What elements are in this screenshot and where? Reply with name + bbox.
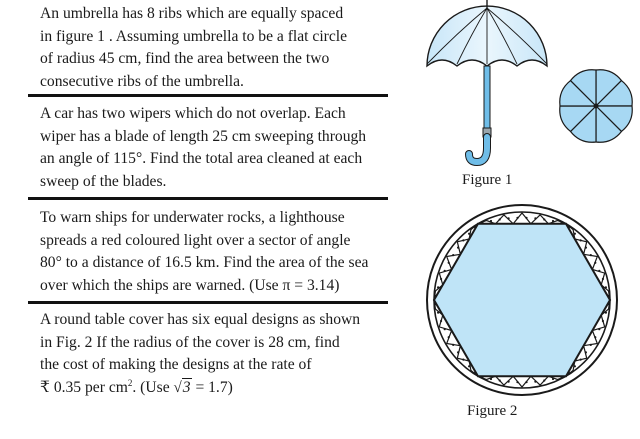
question-2-line: sweep of the blades.: [40, 172, 167, 190]
superscript: 2: [127, 377, 133, 388]
question-4-line: in Fig. 2 If the radius of the cover is 28 cm, find: [40, 333, 340, 351]
question-1-line: An umbrella has 8 ribs which are equally spaced: [40, 5, 344, 22]
cover-dot: [516, 217, 518, 219]
cover-dot: [574, 365, 576, 367]
radicand: 3: [182, 378, 191, 396]
question-4-line: A round table cover has six equal designs as shown: [40, 311, 361, 328]
question-2-line: A car has two wipers which do not overlap. Each: [40, 105, 346, 122]
cover-dot: [490, 220, 492, 222]
cover-dot: [598, 270, 600, 272]
question-1-line: of radius 45 cm, find the area between the two: [40, 50, 330, 67]
cover-dot: [543, 218, 545, 220]
cover-dot: [444, 328, 446, 330]
question-2-line: wiper has a blade of length 25 cm sweeping through: [40, 127, 367, 145]
cover-dot: [508, 217, 510, 219]
cover-dot: [457, 247, 459, 249]
cover-dot: [462, 359, 464, 361]
cover-dot: [585, 351, 587, 353]
umbrella-figure: [427, 0, 547, 162]
umbrella-top-view-figure: [560, 70, 632, 142]
value-text: = 1.7): [191, 378, 233, 396]
cover-dot: [462, 239, 464, 241]
cover-dot: [534, 217, 536, 219]
table-cover-figure: [427, 205, 617, 395]
radical-sign: √: [173, 379, 182, 396]
umbrella-shaft: [484, 66, 490, 130]
cover-dot: [508, 381, 510, 383]
cover-dot: [552, 378, 554, 380]
cover-dot: [590, 254, 592, 256]
cover-dot: [605, 286, 607, 288]
cover-dot: [525, 217, 527, 219]
cover-dot: [448, 262, 450, 264]
cover-dot: [444, 270, 446, 272]
cover-dot: [602, 320, 604, 322]
question-3-line: To warn ships for underwater rocks, a lighthouse: [40, 209, 345, 226]
cover-dot: [552, 220, 554, 222]
cover-dot: [490, 378, 492, 380]
cover-dot: [534, 381, 536, 383]
cover-dot: [457, 351, 459, 353]
cover-dot: [598, 328, 600, 330]
umbrella-center: [594, 104, 599, 109]
question-3-line: 80° to a distance of 16.5 km. Find the area of the sea: [40, 254, 369, 271]
cover-dot: [468, 365, 470, 367]
cover-dot: [499, 379, 501, 381]
figure-2-caption: Figure 2: [467, 403, 518, 419]
use-text: . (Use: [132, 378, 174, 396]
cover-dot: [499, 218, 501, 220]
question-4-line: the cost of making the designs at the rate of: [40, 356, 312, 373]
cover-dot: [590, 344, 592, 346]
question-3-line: over which the ships are warned. (Use π = 3.14): [40, 276, 340, 294]
question-3-line: spreads a red coloured light over a sector of angle: [40, 231, 351, 249]
question-1-line: consecutive ribs of the umbrella.: [40, 72, 244, 90]
cover-dot: [448, 336, 450, 338]
cover-dot: [574, 233, 576, 235]
cover-dot: [437, 286, 439, 288]
rate-text: ₹ 0.35 per cm: [40, 378, 128, 396]
cover-dot: [525, 381, 527, 383]
cover-dot: [437, 312, 439, 314]
cover-dot: [440, 320, 442, 322]
question-2-line: an angle of 115°. Find the total area cleaned at each: [40, 150, 363, 167]
cover-dot: [580, 359, 582, 361]
cover-dot: [602, 278, 604, 280]
cover-dot: [580, 239, 582, 241]
cover-dot: [516, 381, 518, 383]
figure-1-caption: Figure 1: [462, 172, 513, 188]
cover-dot: [452, 254, 454, 256]
cover-dot: [605, 312, 607, 314]
cover-dot: [585, 247, 587, 249]
cover-dot: [468, 233, 470, 235]
cover-dot: [594, 262, 596, 264]
cover-dot: [594, 336, 596, 338]
question-1-line: in figure 1 . Assuming umbrella to be a flat circle: [40, 27, 348, 45]
cover-dot: [543, 379, 545, 381]
cover-dot: [440, 278, 442, 280]
cover-dot: [452, 344, 454, 346]
